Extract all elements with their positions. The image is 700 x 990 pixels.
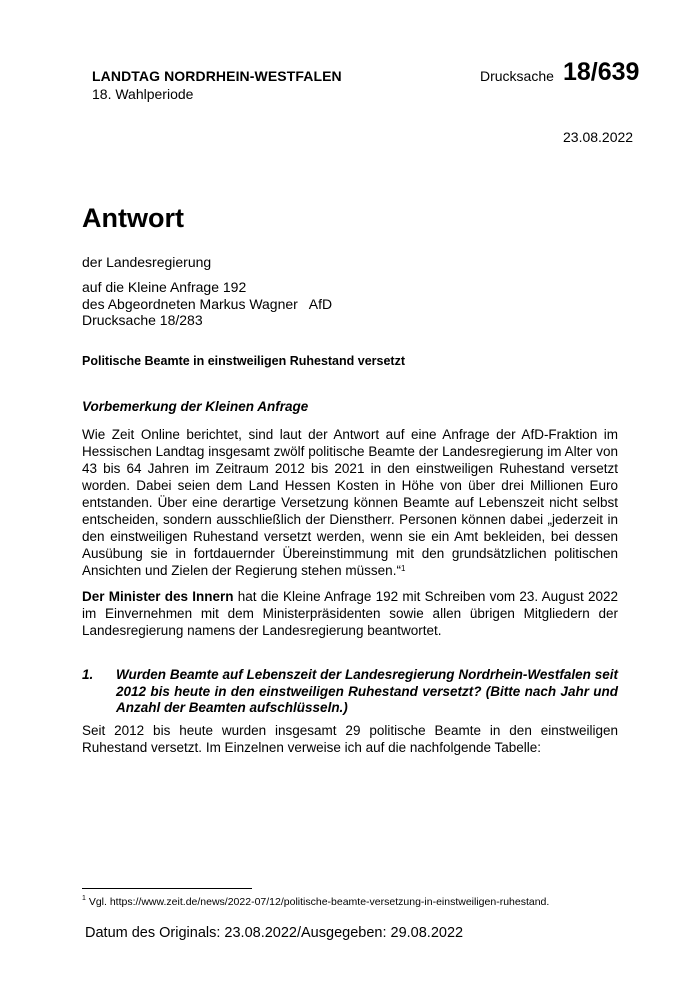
question-text: Wurden Beamte auf Lebenszeit der Landesregierung Nordrhein-Westfalen seit 2012 bis heute in den einstweiligen Ruhestand versetzt? (Bitte nach Jahr und Anzahl der Beamten aufschlüsseln.): [116, 667, 618, 715]
page-title: Antwort: [82, 203, 184, 233]
footnote-text: Vgl. https://www.zeit.de/news/2022-07/12/politische-beamte-versetzung-in-einstweiligen-ruhestand.: [85, 896, 550, 908]
vorbemerkung-paragraph: [82, 426, 618, 579]
parliament-name: LANDTAG NORDRHEIN-WESTFALEN: [92, 68, 342, 84]
inquiry-line-3: Drucksache 18/283: [82, 312, 203, 328]
inquiry-reference: [82, 279, 332, 329]
inquiry-line-1: auf die Kleine Anfrage 192: [82, 279, 247, 295]
document-date: 23.08.2022: [563, 129, 634, 145]
vorbemerkung-heading: Vorbemerkung der Kleinen Anfrage: [82, 399, 309, 414]
vorbemerkung-text: Wie Zeit Online berichtet, sind laut der Antwort auf eine Anfrage der AfD-Fraktion im Hessischen Landtag insgesamt zwölf politische Beamte der Landesregierung im Alter von 43 bis 64 Jahren im Zeitraum 2012 bis 2021 in den einstweiligen Ruhestand versetzt worden. Dabei seien dem Land Hessen Kosten in Höhe von über drei Millionen Euro entstanden. Über eine derartige Versetzung können Beamte auf Lebenszeit nicht selbst entscheiden, sondern ausschließlich der Dienstherr. Personen können dabei „jederzeit in den einstweiligen Ruhestand versetzt werden, wenn sie ein Amt bekleiden, bei dessen Ausübung sie in fortdauernder Übereinstimmung mit den grundsätzlichen politischen Ansichten und Zielen der Regierung stehen müssen.“: [82, 427, 618, 578]
footnote-mark: 1: [82, 895, 86, 902]
footnote-divider: [82, 888, 252, 889]
minister-paragraph: [82, 588, 618, 639]
footnote: [82, 896, 549, 908]
legislative-period: 18. Wahlperiode: [92, 86, 194, 102]
drucksache-label: Drucksache: [480, 68, 554, 84]
minister-name: Der Minister des Innern: [82, 589, 234, 604]
answer-from: der Landesregierung: [82, 254, 212, 270]
answer-paragraph: Seit 2012 bis heute wurden insgesamt 29 politische Beamte in den einstweiligen Ruhestand versetzt. Im Einzelnen verweise ich auf die nachfolgende Tabelle:: [82, 723, 618, 755]
question-number: 1.: [82, 667, 94, 682]
minister-text: hat die Kleine Anfrage 192 mit Schreiben vom 23. August 2022 im Einvernehmen mit dem Ministerpräsidenten sowie allen übrigen Mitgliedern der Landesregierung namens der Landesregierung beantwortet.: [82, 589, 618, 638]
footnote-reference: 1: [400, 564, 406, 573]
subject-heading: Politische Beamte in einstweiligen Ruhestand versetzt: [82, 354, 406, 368]
inquiry-line-2: des Abgeordneten Markus Wagner AfD: [82, 295, 333, 312]
drucksache-number: 18/639: [563, 58, 640, 86]
footer-dates: Datum des Originals: 23.08.2022/Ausgegeben: 29.08.2022: [85, 925, 464, 941]
